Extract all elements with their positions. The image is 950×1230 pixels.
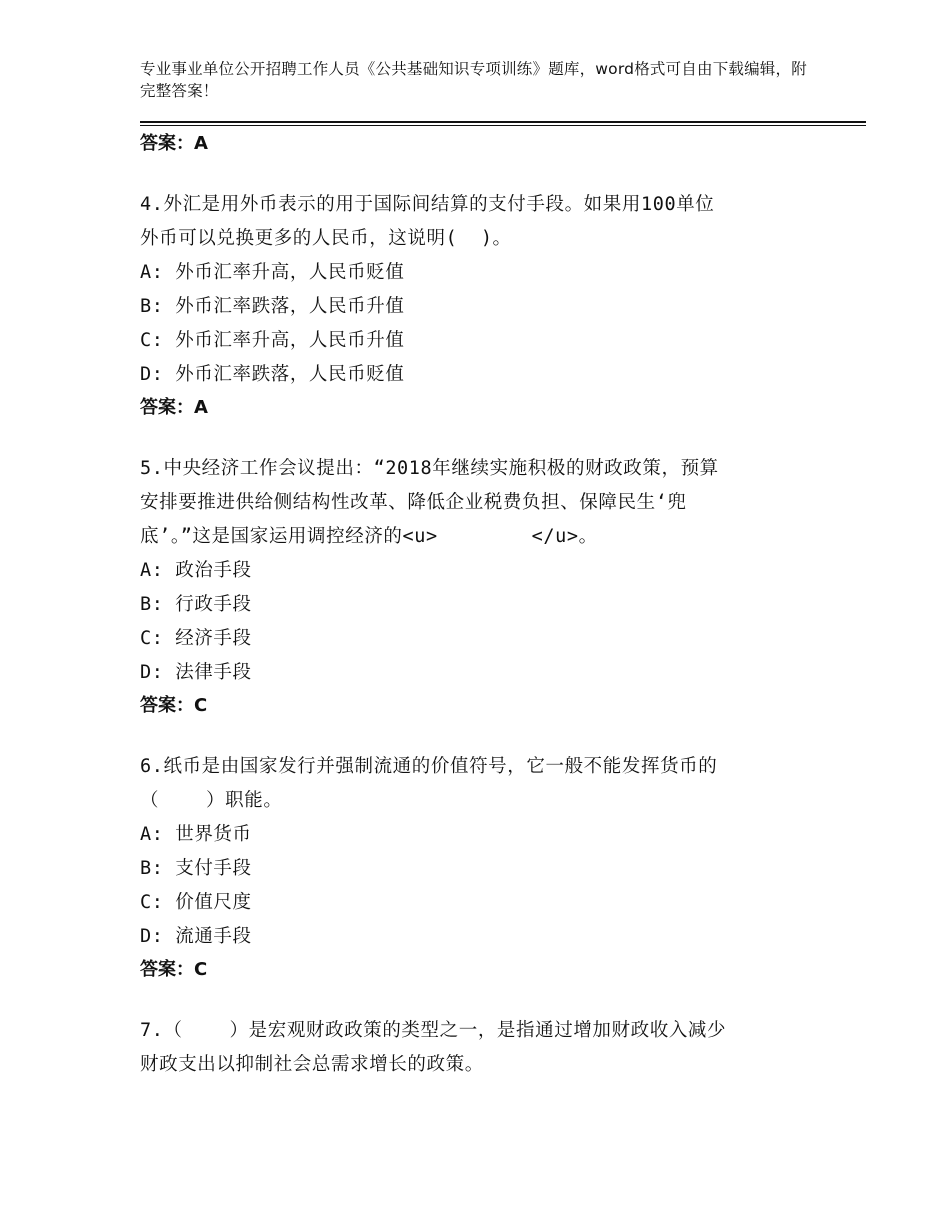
question-6 (140, 750, 840, 984)
question-7-line-2: 财政支出以抑制社会总需求增长的政策。 (140, 1054, 484, 1075)
page-header: 专业事业单位公开招聘工作人员《公共基础知识专项训练》题库，word格式可自由下载编辑，附完整答案！ (140, 60, 807, 100)
question-5-line-3: 底’。”这是国家运用调控经济的<u> </u>。 (140, 526, 598, 547)
question-6-option-d: D: 流通手段 (140, 926, 252, 947)
question-4-answer: 答案：A (140, 397, 208, 418)
question-7 (140, 1014, 840, 1082)
question-5-line-2: 安排要推进供给侧结构性改革、降低企业税费负担、保障民生‘兜 (140, 492, 687, 513)
question-4-option-d: D: 外币汇率跌落，人民币贬值 (140, 364, 405, 385)
question-5-option-d: D: 法律手段 (140, 662, 252, 683)
header-rule-thin (140, 125, 866, 126)
question-7-line-1: 7.（ ）是宏观财政政策的类型之一，是指通过增加财政收入减少 (140, 1020, 727, 1041)
question-5-option-a: A: 政治手段 (140, 560, 252, 581)
question-4 (140, 188, 840, 422)
question-4-line-1: 4.外汇是用外币表示的用于国际间结算的支付手段。如果用100单位 (140, 194, 715, 215)
question-5-option-b: B: 行政手段 (140, 594, 252, 615)
question-4-option-b: B: 外币汇率跌落，人民币升值 (140, 296, 405, 317)
question-6-option-c: C: 价值尺度 (140, 892, 252, 913)
question-5-option-c: C: 经济手段 (140, 628, 252, 649)
question-4-option-a: A: 外币汇率升高，人民币贬值 (140, 262, 405, 283)
question-6-option-b: B: 支付手段 (140, 858, 252, 879)
question-6-line-2: （ ）职能。 (140, 790, 283, 811)
question-5 (140, 452, 840, 720)
question-6-option-a: A: 世界货币 (140, 824, 252, 845)
question-content (140, 130, 840, 1082)
header-rule-thick (140, 121, 866, 123)
question-4-line-2: 外币可以兑换更多的人民币，这说明( )。 (140, 228, 512, 249)
answer-previous: 答案：A (140, 133, 208, 154)
question-4-option-c: C: 外币汇率升高，人民币升值 (140, 330, 405, 351)
question-5-answer: 答案：C (140, 695, 208, 716)
question-6-line-1: 6.纸币是由国家发行并强制流通的价值符号，它一般不能发挥货币的 (140, 756, 718, 777)
question-5-line-1: 5.中央经济工作会议提出：“2018年继续实施积极的财政政策，预算 (140, 458, 719, 479)
question-6-answer: 答案：C (140, 959, 208, 980)
